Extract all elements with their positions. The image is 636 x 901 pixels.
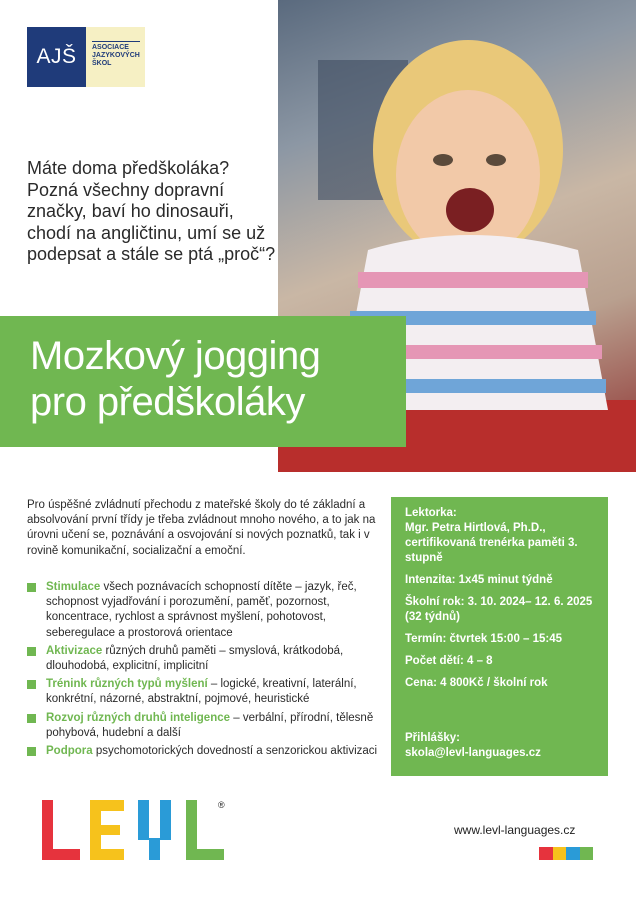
levl-logo	[42, 800, 242, 864]
logo-line-1: ASOCIACE	[92, 44, 129, 51]
brand-color-bar	[539, 847, 593, 860]
color-swatch-red	[539, 847, 553, 860]
bullet-square-icon	[27, 714, 36, 723]
bullet-square-icon	[27, 647, 36, 656]
intro-question: Máte doma předškoláka? Pozná všechny dopravní značky, baví ho dinosauři, chodí na angličtinu, umí se už podepsat a stále se ptá „proč“?	[27, 158, 276, 264]
signup-label: Přihlášky:	[405, 732, 460, 744]
title-line-1: Mozkový jogging	[30, 334, 321, 378]
signup-email[interactable]: skola@levl-languages.cz	[405, 747, 541, 759]
bullet-highlight: Rozvoj různých druhů inteligence	[46, 711, 231, 724]
bullet-highlight: Stimulace	[46, 581, 101, 593]
lector-label: Lektorka:	[405, 507, 457, 519]
intensity: Intenzita: 1x45 minut týdně	[405, 574, 553, 586]
course-info	[405, 506, 600, 768]
page-title	[30, 333, 400, 425]
bullet-highlight: Trénink různých typů myšlení	[46, 678, 208, 691]
registered-mark: ®	[218, 800, 225, 810]
bullet-highlight: Podpora	[46, 745, 93, 758]
children-count: Počet dětí: 4 – 8	[405, 655, 493, 667]
logo-line-2: JAZYKOVÝCH	[92, 52, 140, 59]
body-paragraph: Pro úspěšné zvládnutí přechodu z mateřské školy do té základní a absolvování první třídy je třeba zvládnout mnoho nového, a to jak na úrovni učení se, poznávání a osvojování si nových poznatků, tak i v rovině komunikační, socializační a emoční.	[27, 499, 376, 557]
website-link[interactable]: www.levl-languages.cz	[454, 823, 576, 837]
school-year: Školní rok: 3. 10. 2024– 12. 6. 2025 (32 týdnů)	[405, 596, 593, 623]
list-item	[27, 677, 387, 707]
bullet-text: psychomotorických dovedností a senzorickou aktivizaci	[92, 745, 378, 758]
logo-line-3: ŠKOL	[92, 60, 112, 67]
price: Cena: 4 800Kč / školní rok	[405, 677, 548, 689]
ajs-logo-mark: AJŠ	[27, 27, 86, 87]
bullet-square-icon	[27, 583, 36, 592]
lector-name: Mgr. Petra Hirtlová, Ph.D., certifikovaná trenérka paměti 3. stupně	[405, 522, 578, 564]
ajs-logo-text	[86, 27, 145, 87]
benefits-list	[27, 580, 387, 762]
logo-divider	[92, 41, 140, 42]
list-item	[27, 644, 387, 674]
color-swatch-green	[580, 847, 594, 860]
bullet-text: – logické, kreativní, laterální, konkrétní, názorné, abstraktní, pojmové, heuristické	[46, 678, 357, 706]
bullet-square-icon	[27, 680, 36, 689]
color-swatch-yellow	[553, 847, 567, 860]
bullet-text: – verbální, přírodní, tělesně pohybová, hudební a další	[46, 711, 374, 739]
title-line-2: pro předškoláky	[30, 380, 305, 424]
term: Termín: čtvrtek 15:00 – 15:45	[405, 633, 563, 645]
bullet-highlight: Aktivizace	[46, 644, 103, 657]
color-swatch-blue	[566, 847, 580, 860]
list-item	[27, 711, 387, 741]
bullet-text: všech poznávacích schopností dítěte – jazyk, řeč, schopnost vyjadřování i porozumění, paměť, pozornost, koncentrace, rychlost a správnost myšlení, pohotovost, seberegulace a prostorová orientace	[46, 581, 357, 639]
bullet-square-icon	[27, 747, 36, 756]
list-item	[27, 580, 387, 641]
bullet-text: různých druhů paměti – smyslová, krátkodobá, dlouhodobá, explicitní, implicitní	[46, 644, 344, 673]
list-item	[27, 744, 387, 759]
